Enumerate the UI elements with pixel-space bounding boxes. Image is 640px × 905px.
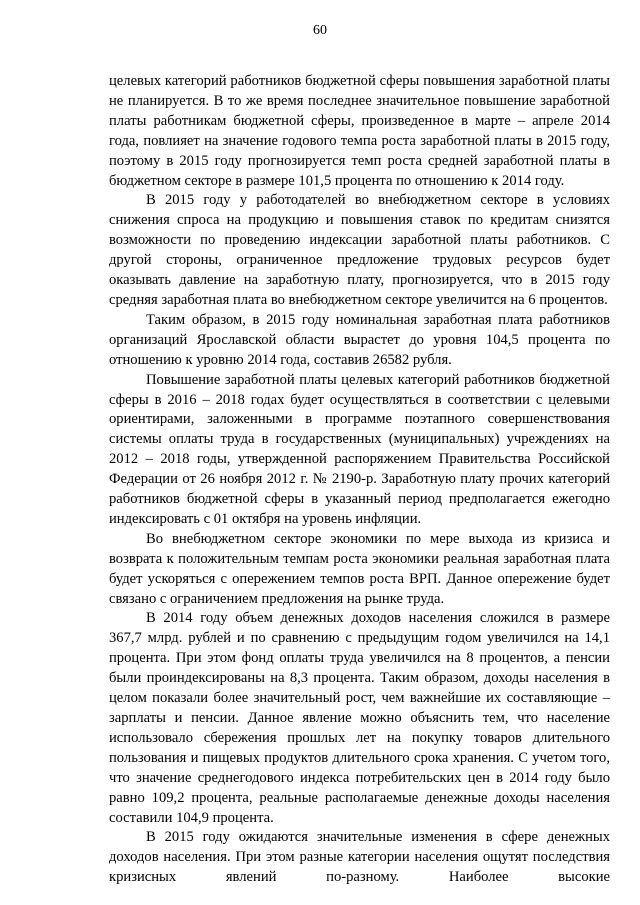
paragraph-2: В 2015 году у работодателей во внебюджетном секторе в условиях снижения спроса на продукцию и повышения ставок по кредитам снизятся возможности по проведению индексации заработной платы работников. С другой стороны, ограниченное предложение трудовых ресурсов будет оказывать давление на заработную плату, прогнозируется, что в 2015 году средняя заработная плата во внебюджетном секторе увеличится на 6 процентов. [109, 192, 610, 308]
paragraph-4: Повышение заработной платы целевых категорий работников бюджетной сферы в 2016 – 2018 годах будет осуществляться в соответствии с целевыми ориентирами, заложенными в программе поэтапного совершенствования системы оплаты труда в государственных (муниципальных) учреждениях на 2012 – 2018 годы, утвержденной распоряжением Правительства Российской Федерации от 26 ноября 2012 г. № 2190-р. Заработную плату прочих категорий работников бюджетной сферы в указанный период предполагается ежегодно индексировать с 01 октября на уровень инфляции. [109, 371, 610, 527]
document-body [109, 72, 610, 888]
page-number: 60 [313, 23, 327, 38]
paragraph-5: Во внебюджетном секторе экономики по мере выхода из кризиса и возврата к положительным темпам роста экономики реальная заработная плата будет ускоряться с опережением темпов роста ВРП. Данное опережение будет связано с ограничением предложения на рынке труда. [109, 530, 610, 607]
paragraph-6: В 2014 году объем денежных доходов населения сложился в размере 367,7 млрд. рублей и по сравнению с предыдущим годом увеличился на 14,1 процента. При этом фонд оплаты труда увеличился на 8 процентов, а пенсии были проиндексированы на 8,3 процента. Таким образом, доходы населения в целом показали более значительный рост, чем важнейшие их составляющие – зарплаты и пенсии. Данное явление можно объяснить тем, что население использовало сбережения прошлых лет на покупку товаров длительного пользования и пищевых продуктов длительного срока хранения. С учетом того, что значение среднегодового индекса потребительских цен в 2014 году было равно 109,2 процента, реальные располагаемые денежные доходы населения составили 104,9 процента. [109, 610, 610, 826]
paragraph-1: целевых категорий работников бюджетной сферы повышения заработной платы не планируется. В то же время последнее значительное повышение заработной платы работникам бюджетной сферы, произведенное в марте – апреле 2014 года, повлияет на значение годового темпа роста заработной платы в 2015 году, поэтому в 2015 году прогнозируется темп роста средней заработной платы в бюджетном секторе в размере 101,5 процента по отношению к 2014 году. [109, 73, 610, 189]
paragraph-7: В 2015 году ожидаются значительные изменения в сфере денежных доходов населения. При этом разные категории населения ощутят последствия кризисных явлений по-разному. Наиболее высокие [109, 829, 610, 886]
paragraph-3: Таким образом, в 2015 году номинальная заработная плата работников организаций Ярославской области вырастет до уровня 104,5 процента по отношению к уровню 2014 года, составив 26582 рубля. [109, 311, 610, 368]
